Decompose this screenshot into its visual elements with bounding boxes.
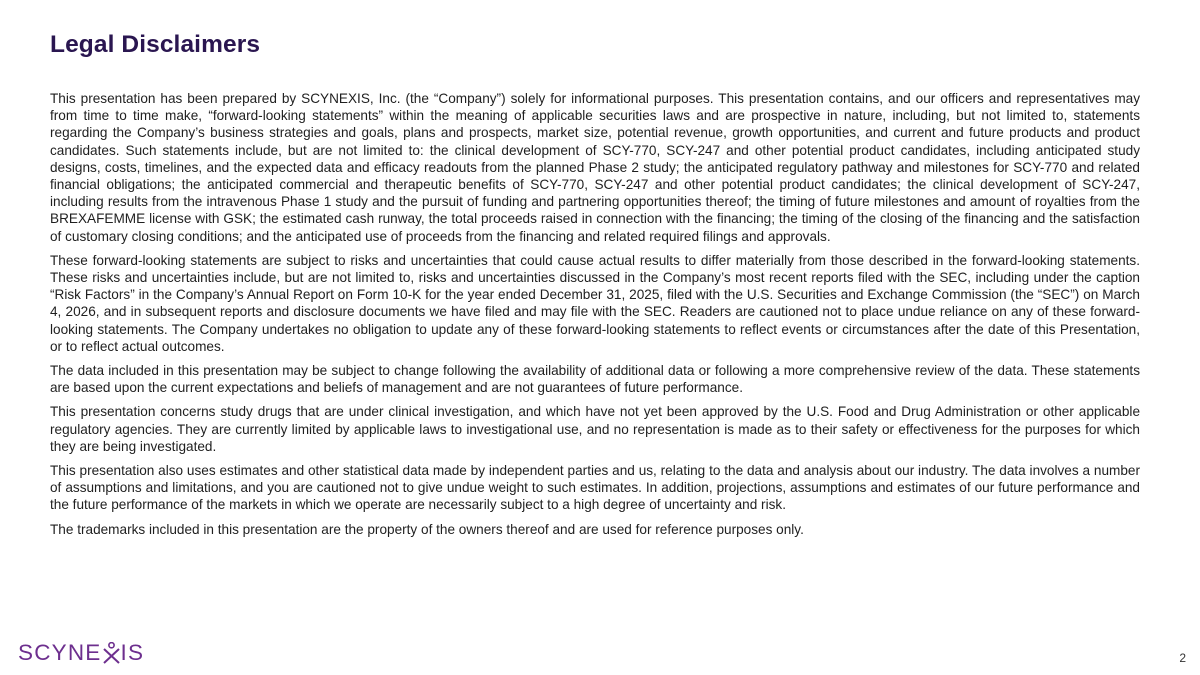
disclaimer-paragraph-risks: These forward-looking statements are subject to risks and uncertainties that could cause actual results to differ materially from those described in the forward-looking statements. These risks and uncertainties include, but are not limited to, risks and uncertainties discussed in the Company’s most recent reports filed with the SEC, including under the caption “Risk Factors” in the Company’s Annual Report on Form 10-K for the year ended December 31, 2025, filed with the U.S. Securities and Exchange Commission (the “SEC”) on March 4, 2026, and in subsequent reports and disclosure documents we have filed and may file with the SEC. Readers are cautioned not to place undue reliance on any of these forward-looking statements. The Company undertakes no obligation to update any of these forward-looking statements to reflect events or circumstances after the date of this Presentation, or to reflect actual outcomes.: [50, 252, 1140, 354]
disclaimer-paragraph-forward-looking: This presentation has been prepared by SCYNEXIS, Inc. (the “Company”) solely for informational purposes. This presentation contains, and our officers and representatives may from time to time make, “forward-looking statements” within the meaning of applicable securities laws and are prospective in nature, including, but not limited to, statements regarding the Company’s business strategies and goals, plans and prospects, market size, potential revenue, growth opportunities, and current and future products and product candidates. Such statements include, but are not limited to: the clinical development of SCY-770, SCY-247 and other potential product candidates, including anticipated study designs, costs, timelines, and the expected data and efficacy readouts from the planned Phase 2 study; the anticipated regulatory pathway and milestones for SCY-770 and related financial obligations; the anticipated commercial and therapeutic benefits of SCY-770, SCY-247 and other potential product candidates; the clinical development of SCY-247, including results from the intravenous Phase 1 study and the pursuit of funding and partnering opportunities thereof; the timing of future milestones and amount of royalties from the BREXAFEMME license with GSK; the estimated cash runway, the total proceeds raised in connection with the financing; the timing of the closing of the financing and the satisfaction of customary closing conditions; and the anticipated use of proceeds from the financing and related required filings and approvals.: [50, 91, 1140, 244]
disclaimer-paragraph-trademarks: The trademarks included in this presentation are the property of the owners thereof and are used for reference purposes only.: [50, 521, 804, 537]
disclaimer-paragraph-investigational: This presentation concerns study drugs that are under clinical investigation, and which have not yet been approved by the U.S. Food and Drug Administration or other applicable regulatory agencies. They are currently limited by applicable laws to investigational use, and no representation is made as to their safety or effectiveness for the purposes for which they are being investigated.: [50, 404, 1140, 454]
disclaimer-paragraph-data-changes: The data included in this presentation may be subject to change following the availability of additional data or following a more comprehensive review of the data. These statements are based upon the current expectations and beliefs of management and are not guarantees of future performance.: [50, 363, 1140, 396]
page-title: Legal Disclaimers: [50, 31, 261, 58]
logo-x-mark-icon: [102, 642, 121, 666]
logo-text-end: IS: [120, 640, 145, 665]
logo-text-start: SCYNE: [18, 640, 102, 665]
logo-wordmark: [18, 640, 144, 666]
disclaimer-paragraph-estimates: This presentation also uses estimates and other statistical data made by independent parties and us, relating to the data and analysis about our industry. The data involves a number of assumptions and limitations, and you are cautioned not to give undue weight to such estimates. In addition, projections, assumptions and estimates of our future performance and the future performance of the markets in which we operate are necessarily subject to a high degree of uncertainty and risk.: [50, 463, 1140, 513]
disclaimer-body: [50, 90, 1140, 545]
page-number: 2: [1179, 651, 1186, 665]
company-logo: [18, 638, 144, 668]
